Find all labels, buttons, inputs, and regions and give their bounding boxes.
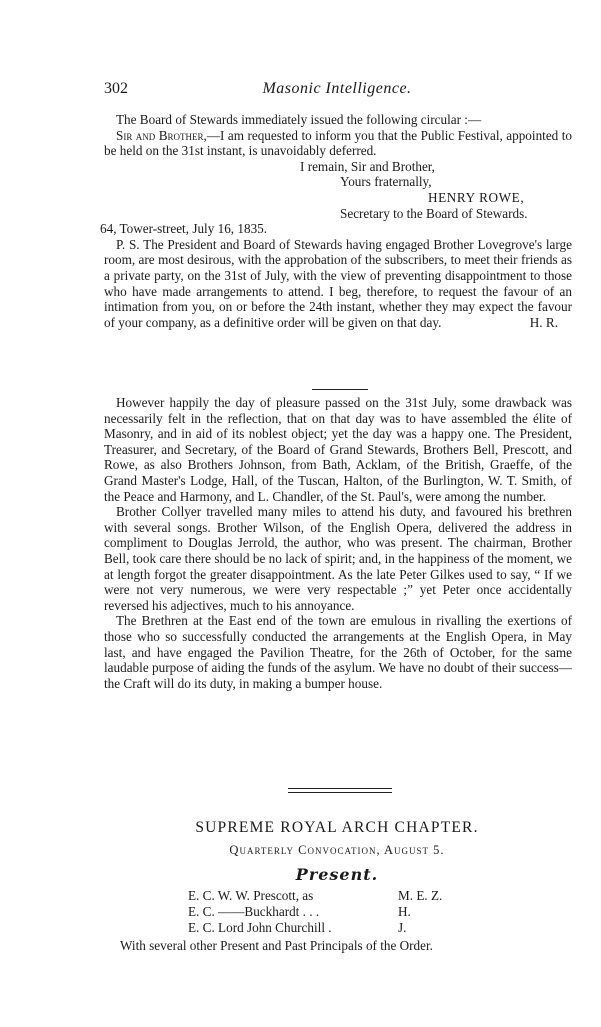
- page-header: [104, 80, 570, 102]
- salutation: Sir and Brother,: [116, 127, 207, 143]
- postscript-text: The President and Board of Stewards having engaged Brother Lovegrove's large room, are most desirous, with the approbation of the subscribers, to meet their friends as a private party, on the 31st of July, with the view of preventing disappointment to those who have made arrangements to attend. I beg, therefore, to request the favour of an intimation from you, on or before the 24th instant, whether they may expect the favour of your company, as a definitive order will be given on that day.: [104, 236, 572, 330]
- section-divider: [288, 788, 392, 793]
- postscript-label: P. S.: [116, 236, 140, 252]
- officer-row: [188, 920, 442, 936]
- page-number: 302: [104, 80, 128, 97]
- section-divider: [312, 389, 368, 390]
- closing-line: With several other Present and Past Principals of the Order.: [120, 938, 433, 953]
- officers-list: [188, 888, 442, 936]
- signoff-line: I remain, Sir and Brother,: [300, 158, 435, 174]
- officer-row: [188, 904, 442, 920]
- chapter-subtitle: Quarterly Convocation, August 5.: [229, 843, 445, 857]
- festival-paragraph: The Brethren at the East end of the town are emulous in rivalling the exertions of those who so successfully conducted the arrangements at the English Opera, in May last, and have engaged the Pavilion Theatre, for the 26th of October, for the same laudable purpose of aiding the funds of the asylum. We have no doubt of their success—the Craft will do its duty, in making a bumper house.: [104, 613, 572, 691]
- festival-paragraph: Brother Collyer travelled many miles to attend his duty, and favoured his brethren with several songs. Brother Wilson, of the English Opera, delivered the address in compliment to Douglas Jerrold, the author, who was present. The chairman, Brother Bell, took care there should be no lack of spirit; and, in the happiness of the moment, we at length forgot the greater disappointment. As the late Peter Gilkes used to say, “ If we were not very numerous, we were very respectable ;” yet Peter once accidentally reversed his adjectives, much to his annoyance.: [104, 504, 572, 613]
- chapter-title: SUPREME ROYAL ARCH CHAPTER.: [195, 819, 479, 836]
- circular-section: [100, 112, 572, 330]
- officer-role: H.: [398, 904, 411, 919]
- signoff-line: Yours fraternally,: [340, 174, 432, 190]
- festival-paragraph: However happily the day of pleasure passed on the 31st July, some drawback was necessarily felt in the reflection, that on that day was to have assembled the élite of Masonry, and in aid of its noblest object; yet the day was a happy one. The President, Treasurer, and Secretary, of the Board of Grand Stewards, Brothers Bell, Prescott, and Rowe, as also Brothers Johnson, from Bath, Acklam, of the British, Graeffe, of the Grand Master's Lodge, Hall, of the Tuscan, Halton, of the Burlington, W. T. Smith, of the Peace and Harmony, and L. Chandler, of the St. Paul's, were among the number.: [104, 395, 572, 504]
- circular-letter: [104, 128, 572, 159]
- officer-name: E. C. Lord John Churchill .: [188, 920, 332, 935]
- officer-role: J.: [398, 920, 407, 935]
- running-title: Masonic Intelligence.: [262, 80, 412, 97]
- signoff-block: [104, 159, 572, 221]
- officer-name: E. C. W. W. Prescott, as: [188, 888, 314, 903]
- festival-section: [104, 395, 572, 691]
- signatory-title: Secretary to the Board of Stewards.: [340, 205, 528, 221]
- officer-role: M. E. Z.: [398, 888, 443, 903]
- circular-intro: The Board of Stewards immediately issued the following circular :—: [116, 112, 482, 127]
- signatory-name: HENRY ROWE,: [428, 189, 525, 205]
- present-heading: Present.: [295, 865, 379, 884]
- officer-row: [188, 888, 442, 904]
- postscript-initials: H. R.: [529, 314, 558, 330]
- address-line: 64, Tower-street, July 16, 1835.: [100, 221, 268, 237]
- letter-body: —I am requested to inform you that the Public Festival, appointed to be held on the 31st instant, is unavoidably deferred.: [104, 127, 572, 159]
- officer-name: E. C. ——Buckhardt . . .: [188, 904, 320, 919]
